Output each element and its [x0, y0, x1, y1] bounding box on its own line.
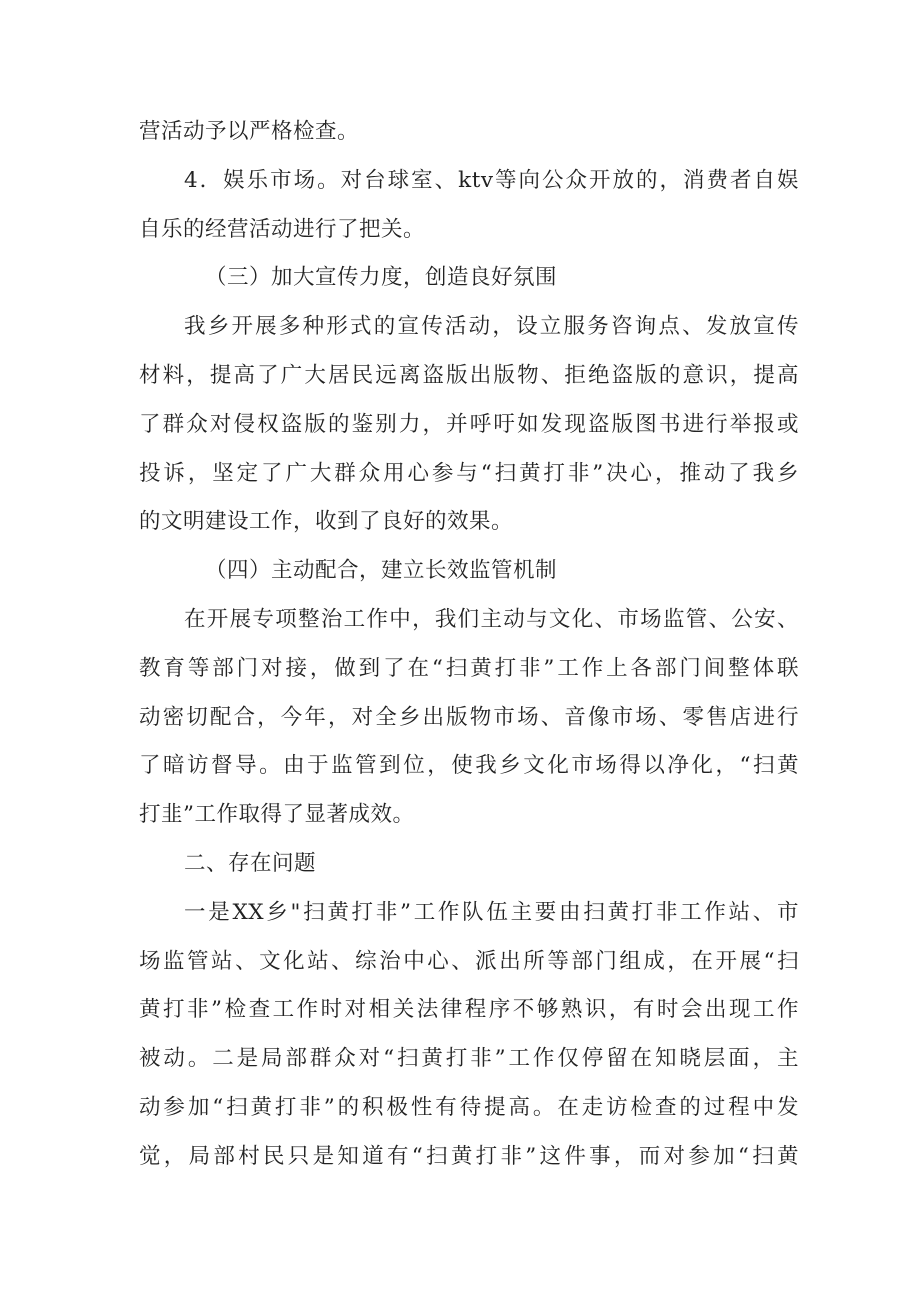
text-line: 场监管站、文化站、综治中心、派出所等部门组成，在开展“扫	[139, 948, 799, 974]
text-line: 了群众对侵权盗版的鉴别力，并呼吁如发现盗版图书进行举报或	[139, 411, 799, 437]
text-line: 我乡开展多种形式的宣传活动，设立服务咨询点、发放宣传	[184, 314, 799, 340]
section-heading: （三）加大宣传力度，创造良好氛围	[205, 265, 558, 291]
text-line: 觉，局部村民只是知道有“扫黄打非”这件事，而对参加“扫黄	[139, 1143, 799, 1169]
text-line: 教育等部门对接，做到了在“扫黄打非”工作上各部门间整体联	[139, 655, 799, 681]
text-line: 自乐的经营活动进行了把关。	[139, 216, 426, 242]
text-line: 了暗访督导。由于监管到位，使我乡文化市场得以净化，“扫黄	[139, 753, 799, 779]
text-line: 动参加“扫黄打非”的积极性有待提高。在走访检查的过程中发	[139, 1094, 799, 1120]
text-line: 的文明建设工作，收到了良好的效果。	[139, 509, 514, 535]
text-line: 营活动予以严格检查。	[139, 119, 360, 144]
section-heading: （四）主动配合，建立长效监管机制	[205, 558, 558, 584]
text-line: 4．娱乐市场。对台球室、ktv等向公众开放的，消费者自娱	[184, 167, 799, 193]
text-line: 二、存在问题	[184, 850, 317, 876]
document-body	[139, 108, 799, 1182]
text-line: 被动。二是局部群众对“扫黄打非”工作仅停留在知晓层面，主	[139, 1046, 799, 1072]
text-line: 一是XX乡"扫黄打非”工作队伍主要由扫黄打非工作站、市	[184, 899, 799, 925]
text-line: 打韭”工作取得了显著成效。	[139, 802, 415, 828]
text-line: 投诉，坚定了广大群众用心参与“扫黄打非”决心，推动了我乡	[139, 460, 799, 486]
text-line: 动密切配合，今年，对全乡出版物市场、音像市场、零售店进行	[139, 704, 799, 730]
text-line: 黄打非”检查工作时对相关法律程序不够熟识，有时会出现工作	[139, 997, 799, 1023]
text-line: 材料，提高了广大居民远离盗版出版物、拒绝盗版的意识，提高	[139, 362, 799, 388]
text-line: 在开展专项整治工作中，我们主动与文化、市场监管、公安、	[184, 606, 799, 632]
